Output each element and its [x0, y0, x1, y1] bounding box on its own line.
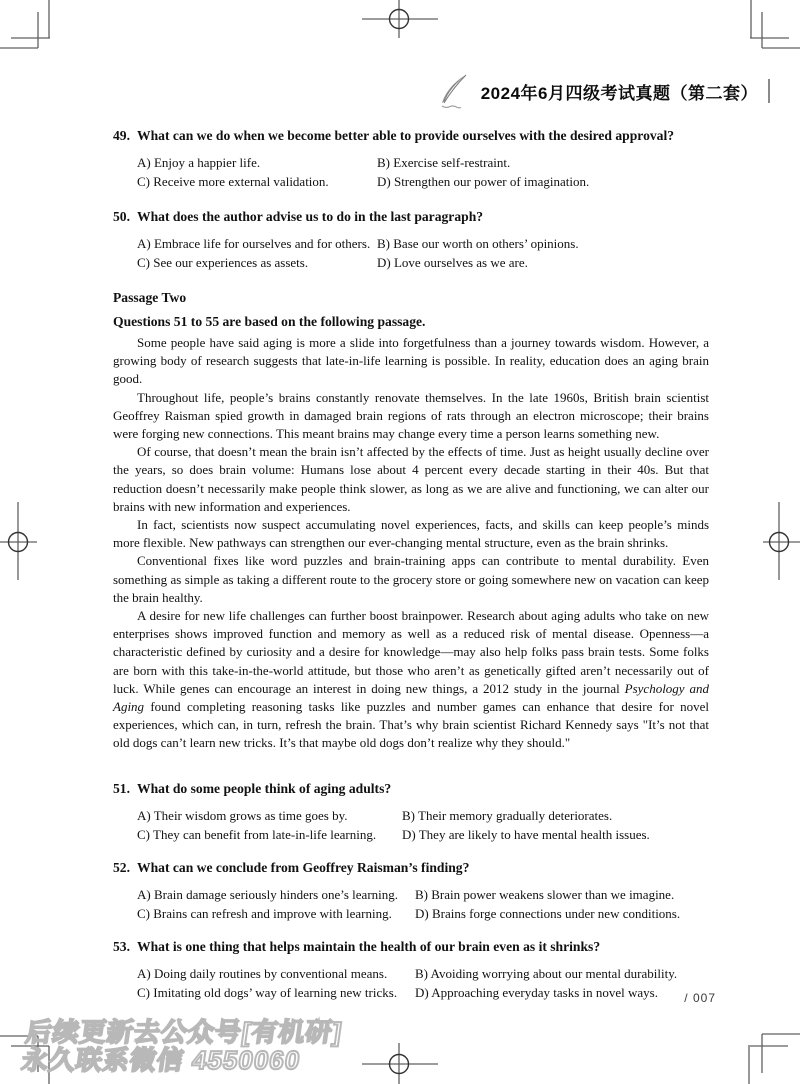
question-number: 53.: [113, 938, 130, 954]
answer-options: [113, 153, 709, 191]
answer-option: C) Imitating old dogs’ way of learning new tricks.: [137, 984, 398, 1000]
answer-option: D) Brains forge connections under new conditions.: [415, 905, 681, 921]
question-text: What can we conclude from Geoffrey Raisman’s finding?: [137, 859, 470, 875]
answer-option: B) Their memory gradually deteriorates.: [402, 807, 613, 823]
quill-icon: [440, 74, 468, 110]
passage-paragraph: [113, 516, 709, 552]
answer-option: A) Embrace life for ourselves and for others.: [137, 236, 371, 251]
question-head: [113, 779, 709, 798]
question-head: [113, 858, 709, 877]
page-number: / 007: [684, 991, 716, 1005]
passage-paragraph: [113, 334, 709, 389]
passage-paragraph: [113, 443, 709, 516]
question-51: [113, 779, 709, 844]
paragraph-text: Throughout life, people’s brains constantly renovate themselves. In the late 1960s, British brain scientist Geoffrey Raisman spied growth in damaged brain regions of rats through an electron microscope; their brains were forging new connections. This meant brains may change every time a person learns something new.: [113, 389, 709, 442]
header-divider: [768, 79, 770, 103]
answer-option: B) Exercise self-restraint.: [377, 155, 511, 170]
answer-option: D) Approaching everyday tasks in novel ways.: [415, 984, 658, 1000]
passage-section: [113, 288, 709, 753]
question-53: [113, 937, 709, 1002]
answer-options: [113, 885, 709, 923]
exam-content: [113, 126, 709, 1002]
questions-top: [113, 126, 709, 272]
questions-bottom: [113, 779, 709, 1002]
question-50: [113, 207, 709, 272]
answer-options: [113, 806, 709, 844]
answer-option: C) They can benefit from late-in-life learning.: [137, 826, 377, 842]
answer-option: A) Their wisdom grows as time goes by.: [137, 807, 348, 823]
passage-body: [113, 334, 709, 753]
passage-heading: Passage Two: [113, 290, 187, 305]
journal-title: Psychology and Aging: [113, 680, 710, 715]
question-text: What can we do when we become better able to provide ourselves with the desired approval?: [137, 128, 675, 143]
answer-option: A) Doing daily routines by conventional means.: [137, 965, 388, 981]
question-head: [113, 126, 709, 145]
question-number: 51.: [113, 780, 130, 796]
watermark: [20, 1018, 344, 1074]
question-head: [113, 937, 709, 956]
answer-option: D) Love ourselves as we are.: [377, 255, 528, 270]
question-text: What do some people think of aging adults?: [137, 780, 392, 796]
paragraph-text: Of course, that doesn’t mean the brain isn’t affected by the effects of time. Just as height usually decline over the years, so does brain volume: Humans lose about 4 percent every decade starting in their 40s. But that reduction doesn’t necessarily make people think slower, as long as we are alive and functioning, we can alter our brains with new information and experiences.: [113, 444, 709, 514]
page-header: [440, 72, 770, 110]
answer-option: C) See our experiences as assets.: [137, 255, 309, 270]
answer-option: D) Strengthen our power of imagination.: [377, 174, 590, 189]
question-text: What does the author advise us to do in the last paragraph?: [137, 209, 484, 224]
paragraph-text: In fact, scientists now suspect accumulating novel experiences, facts, and skills can keep people’s minds more flexible. New pathways can strengthen our ever-changing mental structure, even as the brain shrinks.: [113, 517, 709, 551]
passage-paragraph: [113, 389, 709, 444]
answer-option: A) Brain damage seriously hinders one’s learning.: [137, 886, 399, 902]
answer-option: B) Brain power weakens slower than we imagine.: [415, 886, 675, 902]
paragraph-text: found completing reasoning tasks like puzzles and number games can enhance that desire for novel experiences, which can, in turn, refresh the brain. That’s why brain scientist Richard Kennedy says "It’s not that old dogs can’t learn new tricks. It’s that maybe old dogs don’t realize why they should.": [113, 699, 709, 751]
paragraph-text: Conventional fixes like word puzzles and brain-training apps can contribute to mental durability. Even something as simple as taking a different route to the grocery store or going somewhere new on vacation can keep the brain healthy.: [113, 553, 709, 605]
passage-instruction: Questions 51 to 55 are based on the following passage.: [113, 314, 426, 329]
question-number: 50.: [113, 209, 130, 224]
question-number: 49.: [113, 128, 130, 143]
answer-options: [113, 964, 709, 1002]
question-49: [113, 126, 709, 191]
answer-option: A) Enjoy a happier life.: [137, 155, 261, 170]
question-text: What is one thing that helps maintain the health of our brain even as it shrinks?: [137, 938, 601, 954]
passage-paragraph: [113, 552, 709, 607]
page-title: 2024年6月四级考试真题（第二套）: [480, 83, 758, 103]
answer-option: C) Brains can refresh and improve with learning.: [137, 905, 392, 921]
answer-option: D) They are likely to have mental health issues.: [402, 826, 650, 842]
answer-options: [113, 234, 709, 272]
question-number: 52.: [113, 859, 130, 875]
paragraph-text: Some people have said aging is more a slide into forgetfulness than a journey towards wisdom. However, a growing body of research suggests that late-in-life learning is possible. In reality, education does an aging brain good.: [113, 335, 709, 387]
watermark-line-2: 永久联系微信 4550060: [19, 1045, 303, 1075]
answer-option: B) Base our worth on others’ opinions.: [377, 236, 579, 251]
answer-option: B) Avoiding worrying about our mental durability.: [415, 965, 678, 981]
watermark-line-1: 后续更新去公众号[有机研]: [23, 1017, 345, 1047]
passage-paragraph: [113, 607, 709, 753]
question-head: [113, 207, 709, 226]
paragraph-text: A desire for new life challenges can further boost brainpower. Research about aging adults who take on new enterprises shows improved function and memory as well as a reduced risk of mental disease. Openness—a characteristic defined by curiosity and a desire for knowledge—may also help folks pass brain tests. Some folks are born with this take-in-the-world attitude, but those who aren’t as genetically gifted aren’t necessarily out of luck. While genes can encourage an interest in doing new things, a 2012 study in the journal: [113, 608, 709, 696]
question-52: [113, 858, 709, 923]
answer-option: C) Receive more external validation.: [137, 174, 329, 189]
